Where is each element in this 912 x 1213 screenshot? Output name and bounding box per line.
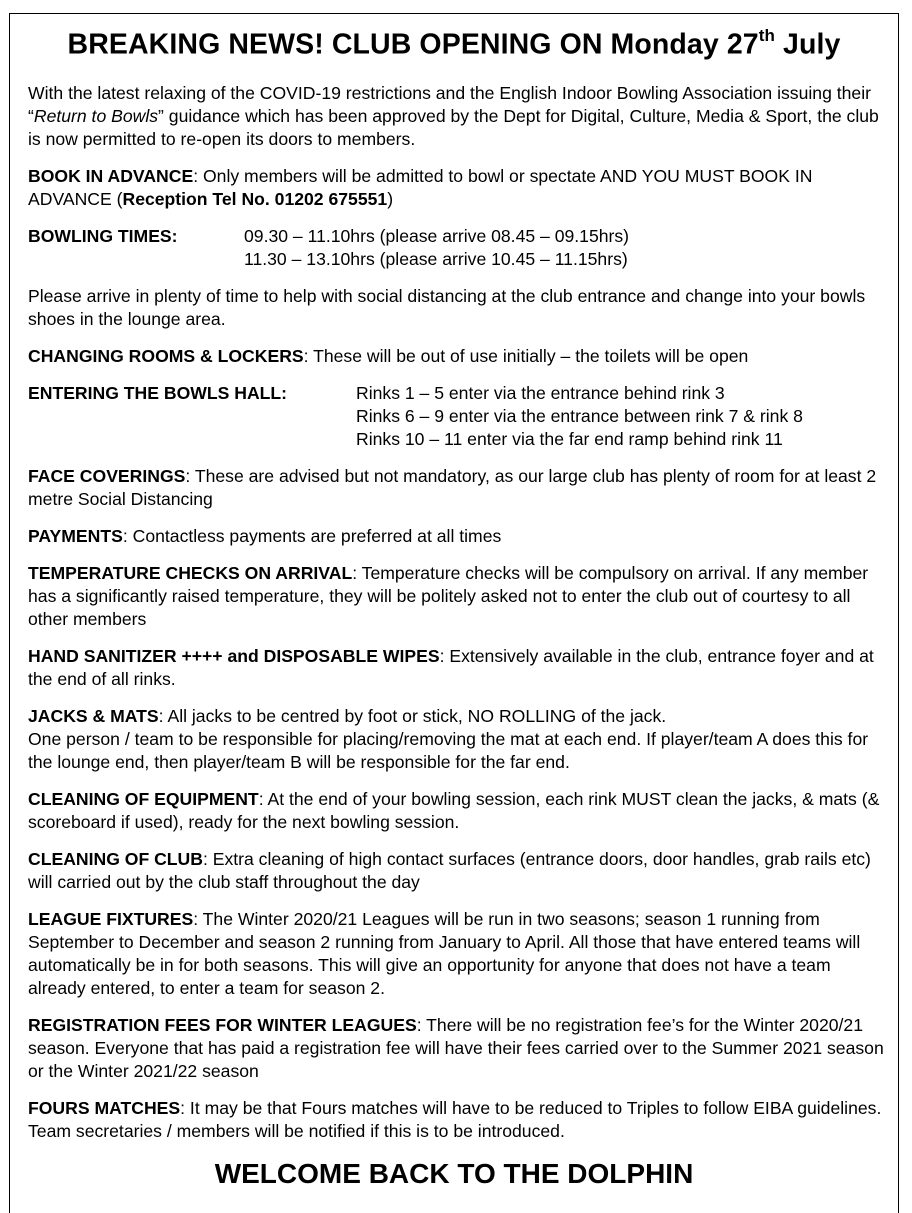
section-heading: TEMPERATURE CHECKS ON ARRIVAL: [28, 563, 353, 583]
entering-hall-section: [28, 382, 884, 451]
section-text: : Extra cleaning of high contact surfaces (entrance doors, door handles, grab rails etc) will carried out by the club staff throughout the day: [28, 849, 871, 892]
section-text: : All jacks to be centred by foot or stick, NO ROLLING of the jack.: [158, 706, 667, 726]
section-text: : Extensively available in the club, entrance foyer and at the end of all rinks.: [28, 646, 874, 689]
section-text: : Contactless payments are preferred at all times: [122, 526, 502, 546]
section-heading: REGISTRATION FEES FOR WINTER LEAGUES: [28, 1015, 417, 1035]
payments-section: [28, 525, 884, 548]
rink-entrance-list: [356, 382, 803, 451]
reception-phone: Reception Tel No. 01202 675551: [122, 189, 388, 209]
section-text: : There will be no registration fee’s for the Winter 2020/21 season. Everyone that has paid a registration fee will have their fees carried over to the Summer 2021 season or the Winter 2021/22 season: [28, 1015, 884, 1081]
league-fixtures-section: [28, 908, 884, 1000]
section-heading: ENTERING THE BOWLS HALL:: [28, 383, 288, 403]
rink-entrance-item: Rinks 10 – 11 enter via the far end ramp behind rink 11: [356, 429, 783, 449]
bowling-times-section: [28, 225, 884, 271]
intro-text-end: ” guidance which has been approved by the Dept for Digital, Culture, Media & Sport, the club is now permitted to re-open its doors to members.: [28, 106, 879, 149]
time-slot: 11.30 – 13.10hrs (please arrive 10.45 – 11.15hrs): [244, 249, 628, 269]
title-tail: July: [775, 28, 841, 61]
section-heading: CLEANING OF EQUIPMENT: [28, 789, 259, 809]
time-slot: 09.30 – 11.10hrs (please arrive 08.45 – 09.15hrs): [244, 226, 630, 246]
face-coverings-section: [28, 465, 884, 511]
section-text: : The Winter 2020/21 Leagues will be run in two seasons; season 1 running from September to December and season 2 running from January to April. All those that have entered teams will automatically be in for both seasons. This will give an opportunity for anyone that does not have a team already entered, to enter a team for season 2.: [28, 909, 861, 998]
section-heading: LEAGUE FIXTURES: [28, 909, 194, 929]
section-text: : These will be out of use initially – the toilets will be open: [303, 346, 749, 366]
notice-body: [28, 82, 884, 1157]
intro-italic: Return to Bowls: [33, 106, 159, 126]
section-heading: FOURS MATCHES: [28, 1098, 181, 1118]
temperature-checks-section: [28, 562, 884, 631]
section-text: : At the end of your bowling session, each rink MUST clean the jacks, & mats (& scoreboard if used), ready for the next bowling session.: [28, 789, 880, 832]
cleaning-club-section: [28, 848, 884, 894]
section-text: : Temperature checks will be compulsory on arrival. If any member has a significantly raised temperature, they will be politely asked not to enter the club out of courtesy to all other members: [28, 563, 869, 629]
bowling-times-list: [244, 225, 629, 271]
section-text: : These are advised but not mandatory, as our large club has plenty of room for at least 2 metre Social Distancing: [28, 466, 877, 509]
hand-sanitizer-section: [28, 645, 884, 691]
section-heading: FACE COVERINGS: [28, 466, 186, 486]
rink-entrance-item: Rinks 6 – 9 enter via the entrance between rink 7 & rink 8: [356, 406, 803, 426]
title-main: BREAKING NEWS! CLUB OPENING ON Monday 27: [67, 28, 759, 61]
jacks-mats-section: [28, 705, 884, 774]
section-heading: PAYMENTS: [28, 526, 123, 546]
section-heading: BOWLING TIMES:: [28, 226, 178, 246]
cleaning-equipment-section: [28, 788, 884, 834]
rink-entrance-item: Rinks 1 – 5 enter via the entrance behind rink 3: [356, 383, 725, 403]
section-heading: CLEANING OF CLUB: [28, 849, 203, 869]
section-text-continued: One person / team to be responsible for placing/removing the mat at each end. If player/team A does this for the lounge end, then player/team B will be responsible for the far end.: [28, 729, 869, 772]
section-text: : It may be that Fours matches will have to be reduced to Triples to follow EIBA guidelines. Team secretaries / members will be notified if this is to be introduced.: [28, 1098, 882, 1141]
section-text: : Only members will be admitted to bowl or spectate AND YOU MUST BOOK IN ADVANCE (: [28, 166, 813, 209]
fours-matches-section: [28, 1097, 884, 1143]
welcome-footer: WELCOME BACK TO THE DOLPHIN: [214, 1158, 694, 1189]
arrival-paragraph: Please arrive in plenty of time to help with social distancing at the club entrance and change into your bowls shoes in the lounge area.: [28, 286, 866, 329]
notice-page: [9, 13, 899, 1213]
changing-rooms-section: [28, 345, 884, 368]
section-text-close: ): [387, 189, 394, 209]
intro-paragraph: [28, 82, 884, 151]
section-heading: JACKS & MATS: [28, 706, 159, 726]
section-heading: HAND SANITIZER ++++ and DISPOSABLE WIPES: [28, 646, 440, 666]
title-superscript: th: [758, 26, 775, 45]
registration-fees-section: [28, 1014, 884, 1083]
page-title: [10, 28, 898, 62]
section-heading: BOOK IN ADVANCE: [28, 166, 194, 186]
book-in-advance-section: [28, 165, 884, 211]
intro-text-start: With the latest relaxing of the COVID-19 restrictions and the English Indoor Bowling Association issuing their “: [28, 83, 871, 126]
section-heading: CHANGING ROOMS & LOCKERS: [28, 346, 304, 366]
